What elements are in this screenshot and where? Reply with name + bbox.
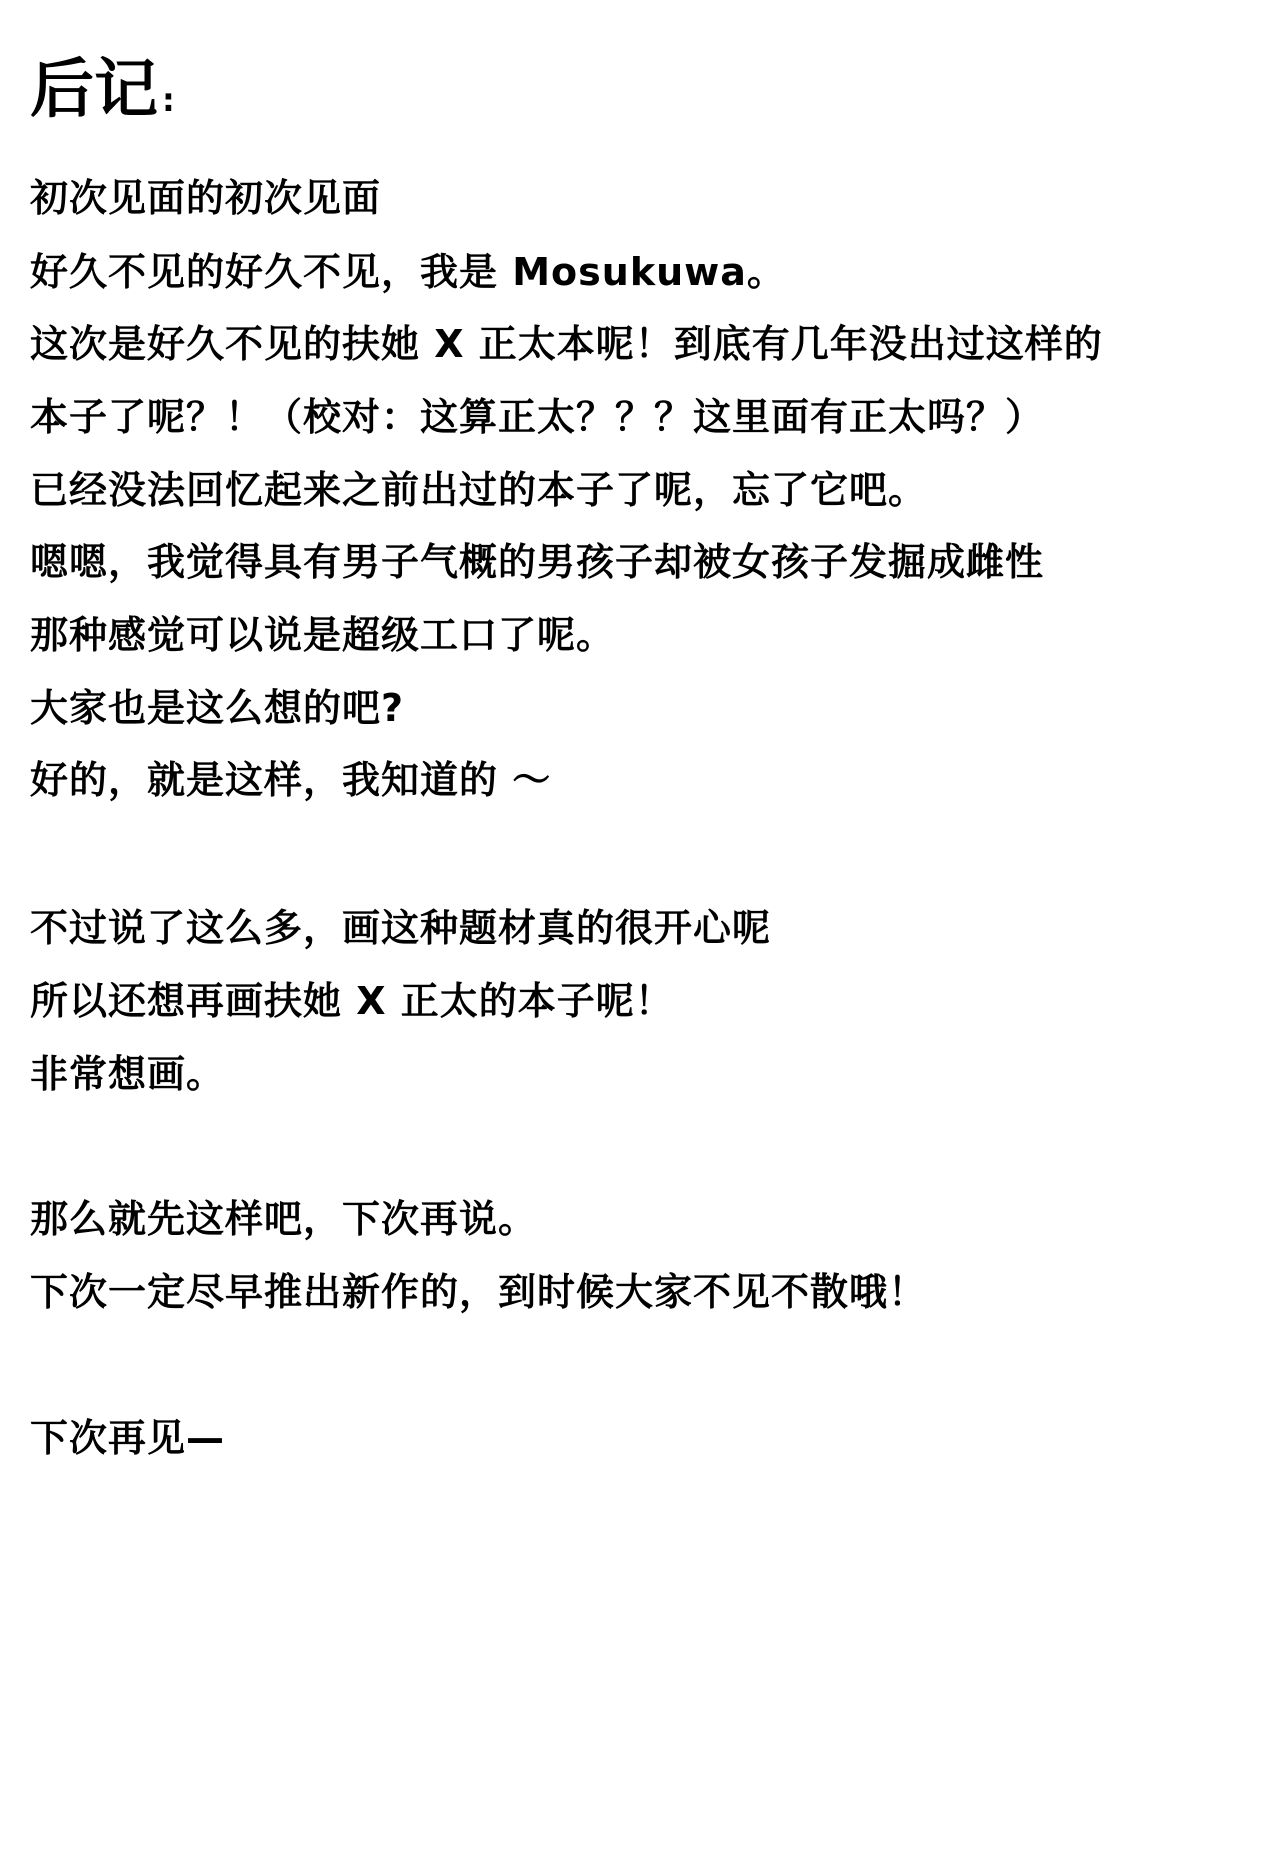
- text-line: 已经没法回忆起来之前出过的本子了呢，忘了它吧。: [30, 468, 928, 512]
- page-title: [30, 53, 175, 127]
- text-line: 非常想画。: [30, 1052, 226, 1096]
- text-line: 大家也是这么想的吧?: [30, 686, 405, 730]
- text-line: 好久不见的好久不见，我是 Mosukuwa。: [30, 250, 786, 294]
- text-line: 嗯嗯，我觉得具有男子气概的男孩子却被女孩子发掘成雌性: [30, 540, 1045, 584]
- text-line: 这次是好久不见的扶她 X 正太本呢！到底有几年没出过这样的: [30, 322, 1103, 366]
- title-text: 后记: [30, 53, 158, 127]
- text-line: 那么就先这样吧，下次再说。: [30, 1197, 538, 1241]
- text-line: 初次见面的初次见面: [30, 176, 382, 220]
- title-colon: :: [162, 81, 175, 119]
- text-line: 下次再见—: [30, 1416, 226, 1460]
- text-line: 所以还想再画扶她 X 正太的本子呢！: [30, 979, 674, 1023]
- text-line: 本子了呢？！（校对：这算正太？？？这里面有正太吗？）: [30, 395, 1045, 439]
- text-line: 下次一定尽早推出新作的，到时候大家不见不散哦！: [30, 1270, 928, 1314]
- text-line: 那种感觉可以说是超级工口了呢。: [30, 613, 616, 657]
- text-line: 不过说了这么多，画这种题材真的很开心呢: [30, 906, 772, 950]
- text-line: 好的，就是这样，我知道的 ～: [30, 758, 552, 802]
